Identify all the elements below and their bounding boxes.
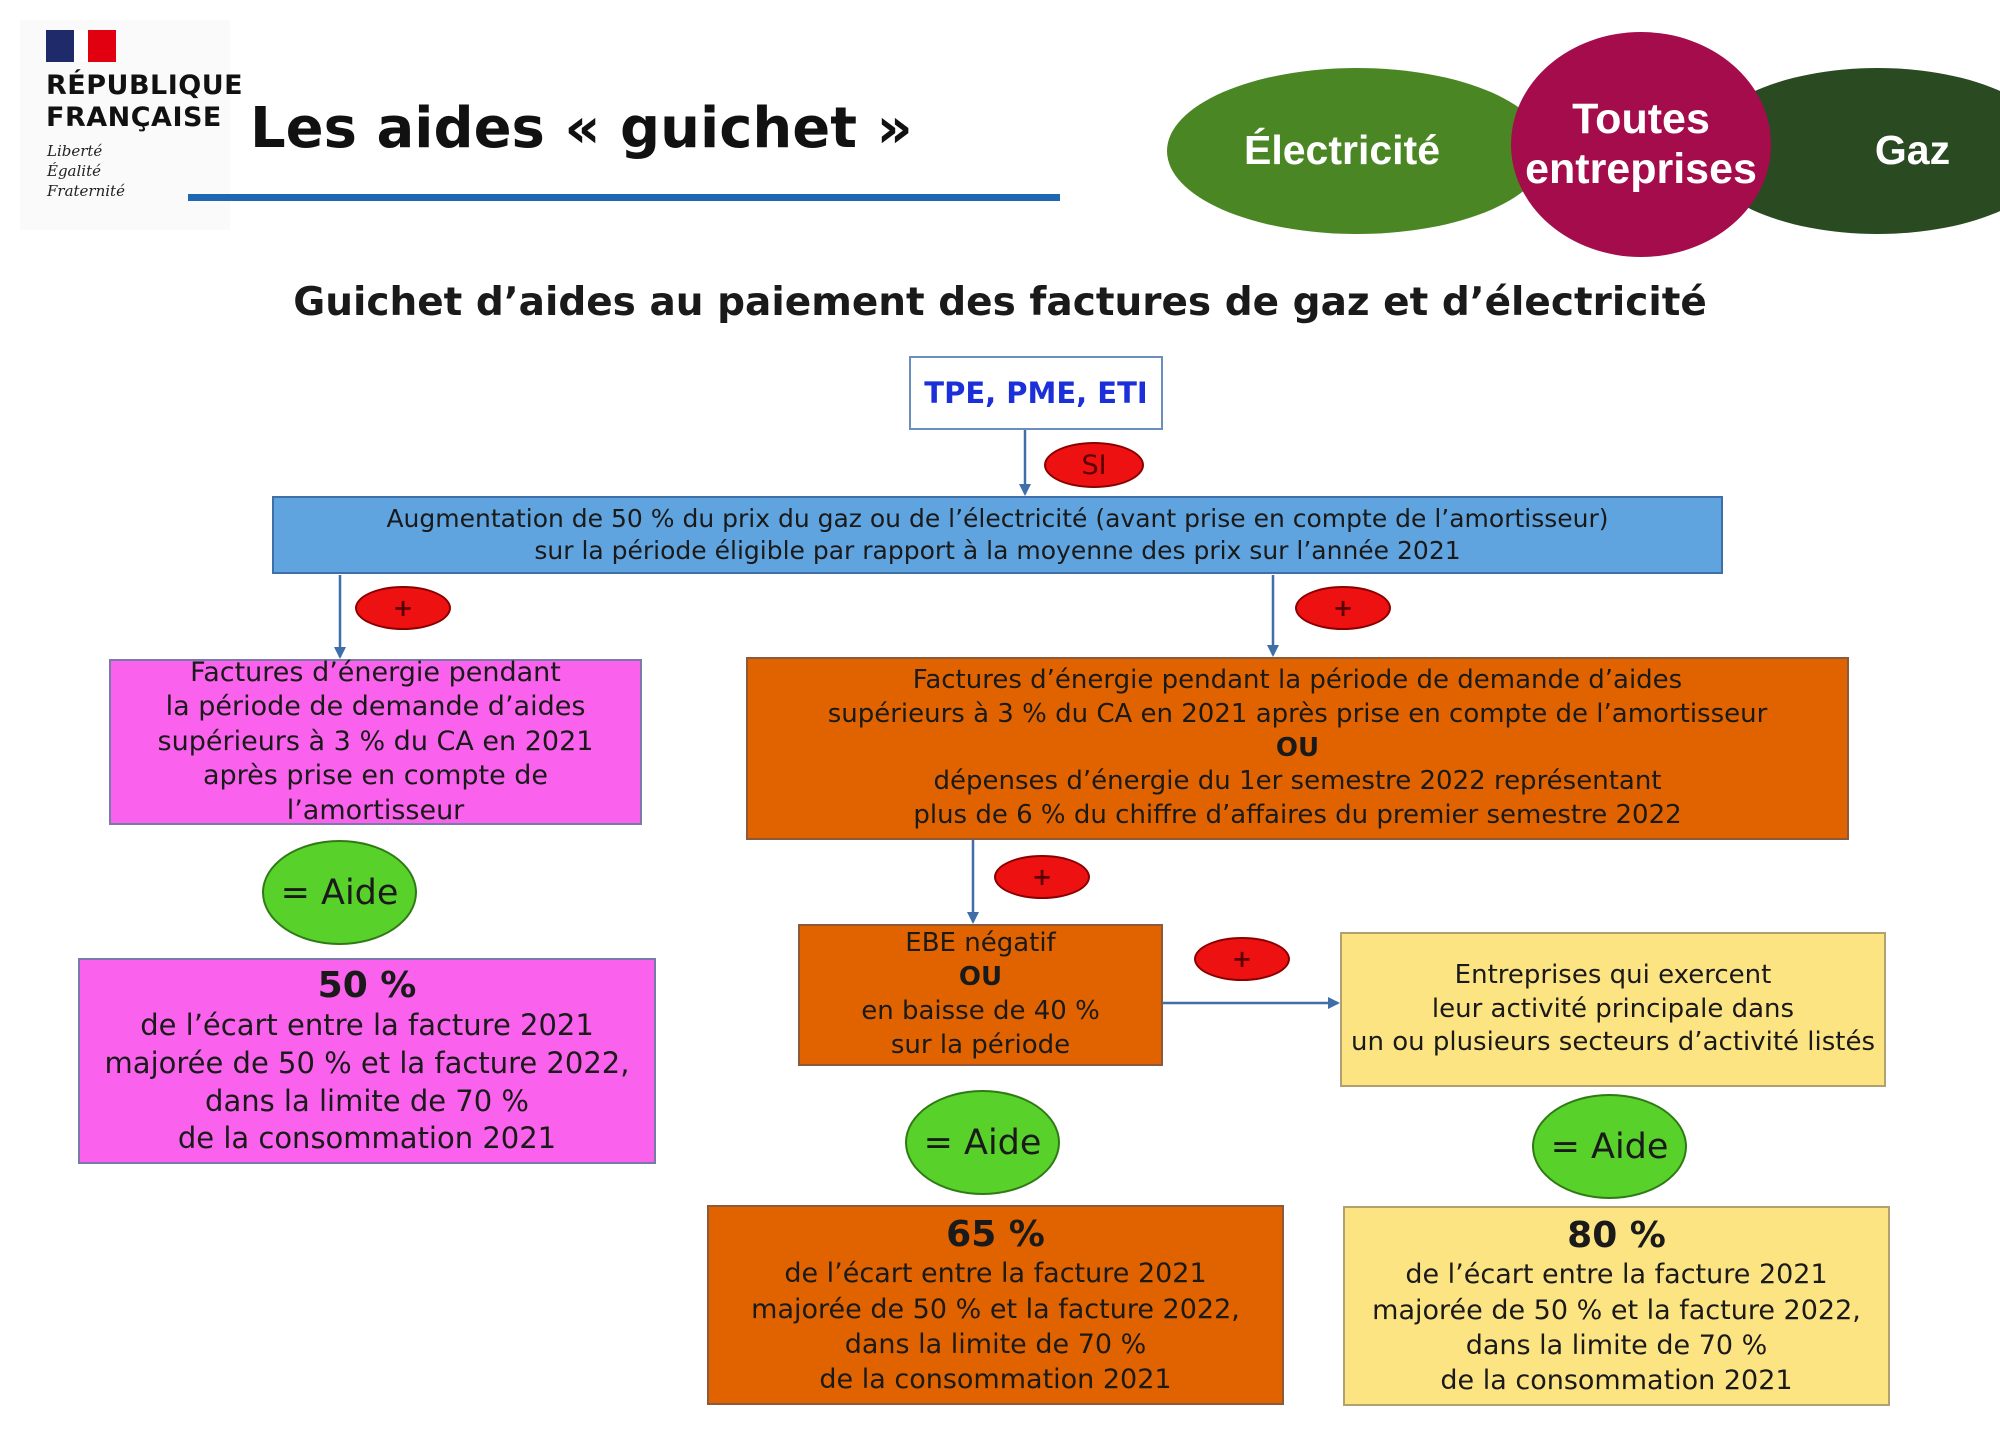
sector-criterion-line1: Entreprises qui exercent bbox=[1454, 959, 1772, 990]
result-50-percentage: 50 % bbox=[317, 965, 417, 1007]
ebe-criterion-box bbox=[798, 924, 1163, 1066]
result-box-80 bbox=[1343, 1206, 1890, 1406]
plus-badge-right-label: + bbox=[1332, 594, 1354, 622]
left-criterion-box bbox=[109, 656, 642, 826]
ebe-criterion-line1: EBE négatif bbox=[905, 928, 1056, 959]
right-criterion-ou: OU bbox=[1275, 732, 1320, 763]
left-criterion-line3: supérieurs à 3 % du CA en 2021 bbox=[157, 725, 594, 757]
page-title: Les aides « guichet » bbox=[250, 96, 913, 161]
logo-name-line1: RÉPUBLIQUE bbox=[46, 70, 244, 101]
right-criterion-line2: supérieurs à 3 % du CA en 2021 après prise en compte de l’amortisseur bbox=[827, 698, 1768, 729]
aide-bubble-middle-label: = Aide bbox=[923, 1122, 1042, 1163]
result-65-line2: majorée de 50 % et la facture 2022, bbox=[751, 1293, 1240, 1325]
ebe-criterion-ou: OU bbox=[958, 962, 1003, 993]
aide-bubble-right-label: = Aide bbox=[1550, 1126, 1669, 1167]
target-companies-box bbox=[909, 356, 1163, 430]
plus-badge-ebe bbox=[994, 855, 1090, 899]
logo-motto-2: Égalité bbox=[47, 162, 101, 180]
right-criterion-box bbox=[746, 657, 1849, 840]
aide-bubble-left bbox=[262, 840, 417, 945]
logo-motto-1: Liberté bbox=[47, 142, 103, 160]
si-badge bbox=[1044, 442, 1144, 488]
target-companies-label: TPE, PME, ETI bbox=[924, 376, 1148, 410]
sector-criterion-line3: un ou plusieurs secteurs d’activité listés bbox=[1350, 1027, 1876, 1058]
left-criterion-line4: après prise en compte de l’amortisseur bbox=[202, 760, 549, 826]
result-50-line4: de la consommation 2021 bbox=[177, 1121, 557, 1156]
diagram-title: Guichet d’aides au paiement des factures de gaz et d’électricité bbox=[293, 280, 1707, 325]
result-50-line3: dans la limite de 70 % bbox=[205, 1083, 529, 1118]
aide-bubble-middle bbox=[905, 1090, 1060, 1195]
left-criterion-line2: la période de demande d’aides bbox=[165, 691, 586, 723]
result-65-line4: de la consommation 2021 bbox=[819, 1363, 1172, 1395]
result-80-line4: de la consommation 2021 bbox=[1440, 1364, 1793, 1396]
result-80-line3: dans la limite de 70 % bbox=[1465, 1329, 1768, 1361]
result-50-line1: de l’écart entre la facture 2021 bbox=[140, 1008, 594, 1043]
sector-criterion-box bbox=[1340, 932, 1886, 1087]
right-criterion-line1: Factures d’énergie pendant la période de demande d’aides bbox=[912, 665, 1683, 695]
result-80-line2: majorée de 50 % et la facture 2022, bbox=[1372, 1294, 1861, 1326]
result-50-line2: majorée de 50 % et la facture 2022, bbox=[104, 1045, 630, 1080]
plus-badge-sector-label: + bbox=[1231, 945, 1253, 973]
result-65-line3: dans la limite de 70 % bbox=[844, 1328, 1147, 1360]
plus-badge-right bbox=[1295, 586, 1391, 630]
result-box-65 bbox=[707, 1205, 1284, 1405]
si-badge-label: SI bbox=[1081, 449, 1107, 481]
aide-bubble-right bbox=[1532, 1094, 1687, 1199]
category-gaz-label: Gaz bbox=[1874, 127, 1951, 174]
category-toutes-line2: entreprises bbox=[1525, 144, 1757, 193]
category-electricite-label: Électricité bbox=[1244, 127, 1440, 174]
plus-badge-left bbox=[355, 586, 451, 630]
condition-line2: sur la période éligible par rapport à la moyenne des prix sur l’année 2021 bbox=[534, 536, 1461, 565]
right-criterion-line4: plus de 6 % du chiffre d’affaires du premier semestre 2022 bbox=[913, 800, 1682, 831]
plus-badge-ebe-label: + bbox=[1031, 863, 1053, 891]
plus-badge-sector bbox=[1194, 937, 1290, 981]
result-65-percentage: 65 % bbox=[946, 1214, 1045, 1256]
logo-motto-3: Fraternité bbox=[47, 182, 125, 200]
category-toutes-line1: Toutes bbox=[1572, 95, 1710, 144]
aide-bubble-left-label: = Aide bbox=[280, 872, 399, 913]
price-increase-condition-box bbox=[272, 496, 1723, 574]
left-criterion-line1: Factures d’énergie pendant bbox=[190, 656, 561, 688]
condition-line1: Augmentation de 50 % du prix du gaz ou de l’électricité (avant prise en compte de l’amortisseur) bbox=[386, 503, 1609, 533]
ebe-criterion-line2: en baisse de 40 % bbox=[861, 996, 1100, 1026]
result-box-50 bbox=[78, 958, 656, 1164]
logo-name-line2: FRANÇAISE bbox=[46, 102, 222, 133]
result-80-percentage: 80 % bbox=[1567, 1215, 1666, 1257]
result-65-line1: de l’écart entre la facture 2021 bbox=[784, 1258, 1207, 1290]
result-80-line1: de l’écart entre la facture 2021 bbox=[1405, 1259, 1828, 1291]
sector-criterion-line2: leur activité principale dans bbox=[1431, 993, 1795, 1024]
plus-badge-left-label: + bbox=[392, 594, 414, 622]
ebe-criterion-line3: sur la période bbox=[890, 1029, 1071, 1060]
right-criterion-line3: dépenses d’énergie du 1er semestre 2022 représentant bbox=[933, 766, 1662, 797]
